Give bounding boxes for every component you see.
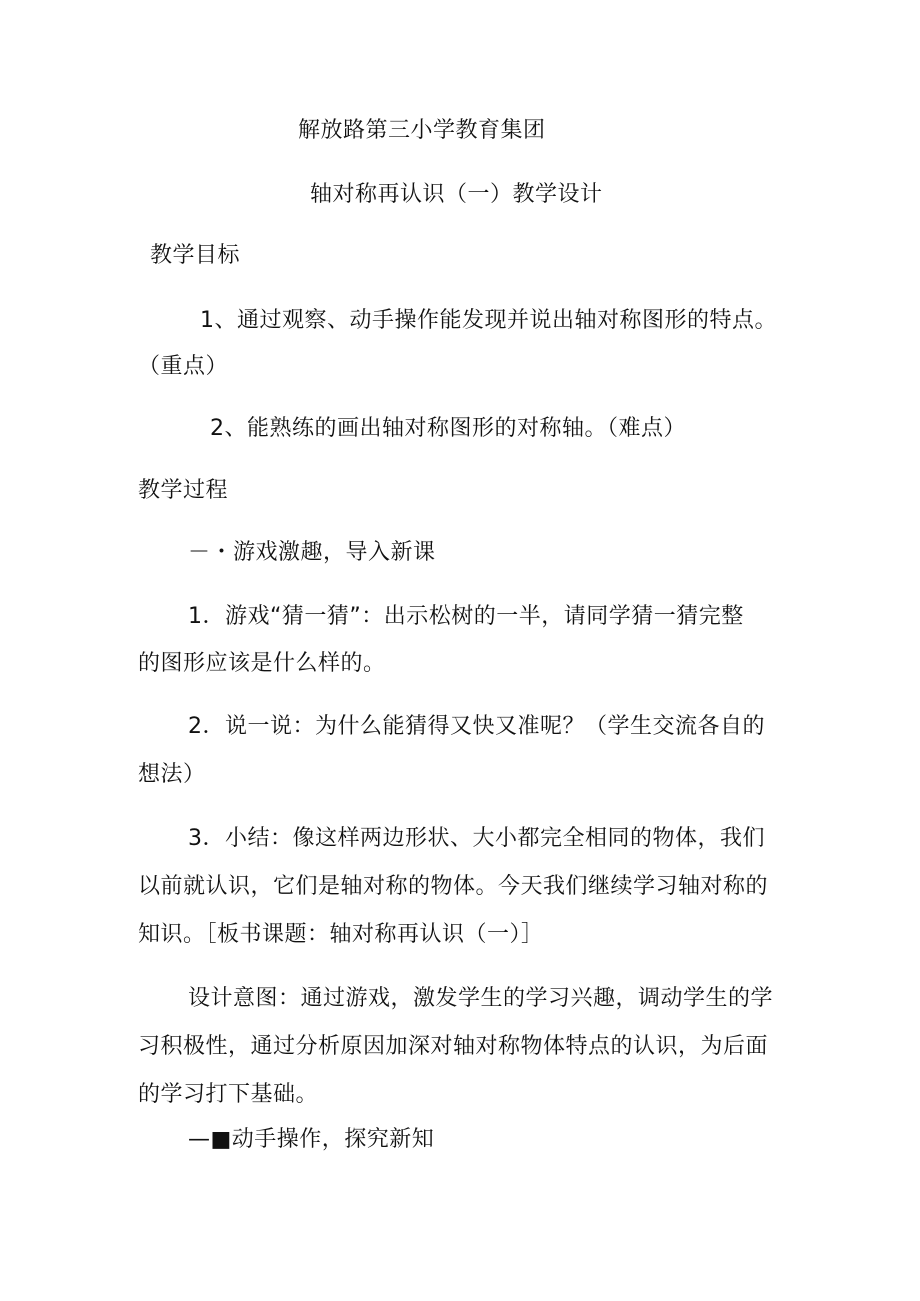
section-1-title: －・游戏激趣，导入新课 [188,540,436,565]
school-name: 解放路第三小学教育集团 [298,118,546,143]
paragraph-2-line-2: 想法） [138,762,206,787]
paragraph-3-line-2: 以前就认识，它们是轴对称的物体。今天我们继续学习轴对称的 [138,874,769,899]
goal-item-1-line-2: （重点） [138,354,229,379]
process-heading: 教学过程 [138,478,229,503]
paragraph-3-line-3: 知识。［板书课题：轴对称再认识（一）］ [138,922,544,947]
section-2-title: —■动手操作，探究新知 [188,1127,435,1152]
goal-item-2: 2、能熟练的画出轴对称图形的对称轴。（难点） [210,416,686,441]
document-title: 轴对称再认识（一）教学设计 [310,182,603,207]
paragraph-2-line-1: 2．说一说：为什么能猜得又快又准呢？（学生交流各自的 [188,714,765,739]
goals-heading: 教学目标 [150,243,241,268]
paragraph-1-line-2: 的图形应该是什么样的。 [138,651,386,676]
paragraph-1-line-1: 1．游戏“猜一猜”：出示松树的一半，请同学猜一猜完整 [188,604,744,629]
design-intent-line-1: 设计意图：通过游戏，激发学生的学习兴趣，调动学生的学 [188,986,774,1011]
design-intent-line-2: 习积极性，通过分析原因加深对轴对称物体特点的认识，为后面 [138,1034,769,1059]
goal-item-1-line-1: 1、通过观察、动手操作能发现并说出轴对称图形的特点。 [200,308,777,333]
design-intent-line-3: 的学习打下基础。 [138,1082,319,1107]
paragraph-3-line-1: 3．小结：像这样两边形状、大小都完全相同的物体，我们 [188,826,765,851]
